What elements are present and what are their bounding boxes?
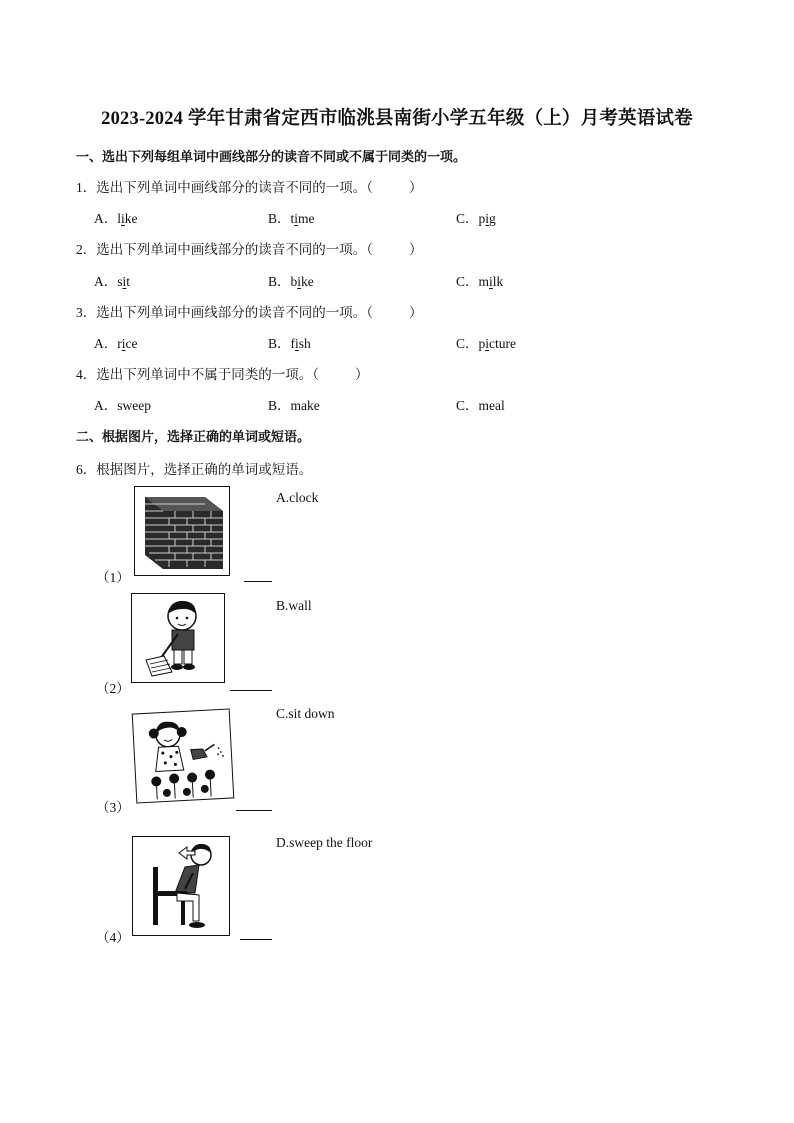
option-c[interactable]: C．meal <box>456 398 505 413</box>
option-b[interactable]: B．bike <box>268 274 314 289</box>
option-c[interactable]: C．picture <box>456 336 517 351</box>
question-close-paren: ） <box>409 180 423 195</box>
question-close-paren: ） <box>409 305 423 320</box>
section-2-heading: 二、根据图片，选择正确的单词或短语。 <box>76 429 311 444</box>
section-1-heading: 一、选出下列每组单词中画线部分的读音不同或不属于同类的一项。 <box>76 149 467 164</box>
question-4 <box>76 363 369 383</box>
option-b[interactable]: B．make <box>268 398 320 413</box>
word-option: D.sweep the floor <box>276 835 373 850</box>
question-6: 6．根据图片，选择正确的单词或短语。 <box>76 462 313 477</box>
boy-sweeping-icon <box>132 594 224 682</box>
item-label: （1） <box>96 570 130 585</box>
option-b[interactable]: B．fish <box>268 336 311 351</box>
girl-watering-flowers-icon <box>133 710 233 803</box>
answer-blank[interactable] <box>244 580 272 582</box>
question-3 <box>76 301 423 321</box>
question-stem: 选出下列单词中画线部分的读音不同的一项。（ <box>96 180 373 195</box>
boy-sweeping-picture <box>131 593 225 683</box>
option-b[interactable]: B．time <box>268 211 315 226</box>
answer-blank[interactable] <box>230 689 272 691</box>
option-a[interactable]: A．sit <box>94 274 131 289</box>
question-stem: 选出下列单词中画线部分的读音不同的一项。（ <box>96 305 373 320</box>
word-option: C.sit down <box>276 706 335 721</box>
question-number: 2． <box>76 242 97 257</box>
question-1 <box>76 176 423 196</box>
option-a[interactable]: A．like <box>94 211 138 226</box>
option-a[interactable]: A．rice <box>94 336 138 351</box>
word-option: A.clock <box>276 490 319 505</box>
option-c[interactable]: C．milk <box>456 274 504 289</box>
question-number: 3． <box>76 305 97 320</box>
question-stem: 选出下列单词中画线部分的读音不同的一项。（ <box>96 242 373 257</box>
man-sitting-picture <box>132 836 230 936</box>
page-title: 2023-2024 学年甘肃省定西市临洮县南街小学五年级（上）月考英语试卷 <box>101 109 693 129</box>
answer-blank[interactable] <box>240 938 272 940</box>
question-number: 4． <box>76 367 97 382</box>
answer-blank[interactable] <box>236 809 272 811</box>
item-label: （2） <box>96 681 130 696</box>
girl-watering-picture <box>132 708 235 803</box>
question-close-paren: ） <box>409 242 423 257</box>
option-a[interactable]: A．sweep <box>94 398 151 413</box>
man-sitting-down-icon <box>133 837 229 935</box>
question-close-paren: ） <box>355 367 369 382</box>
question-number: 1． <box>76 180 97 195</box>
question-2 <box>76 238 423 258</box>
option-c[interactable]: C．pig <box>456 211 496 226</box>
brick-wall-picture <box>134 486 230 576</box>
item-label: （4） <box>96 930 130 945</box>
item-label: （3） <box>96 800 130 815</box>
brick-wall-icon <box>135 487 229 575</box>
word-option: B.wall <box>276 598 312 613</box>
question-stem: 选出下列单词中不属于同类的一项。（ <box>96 367 319 382</box>
